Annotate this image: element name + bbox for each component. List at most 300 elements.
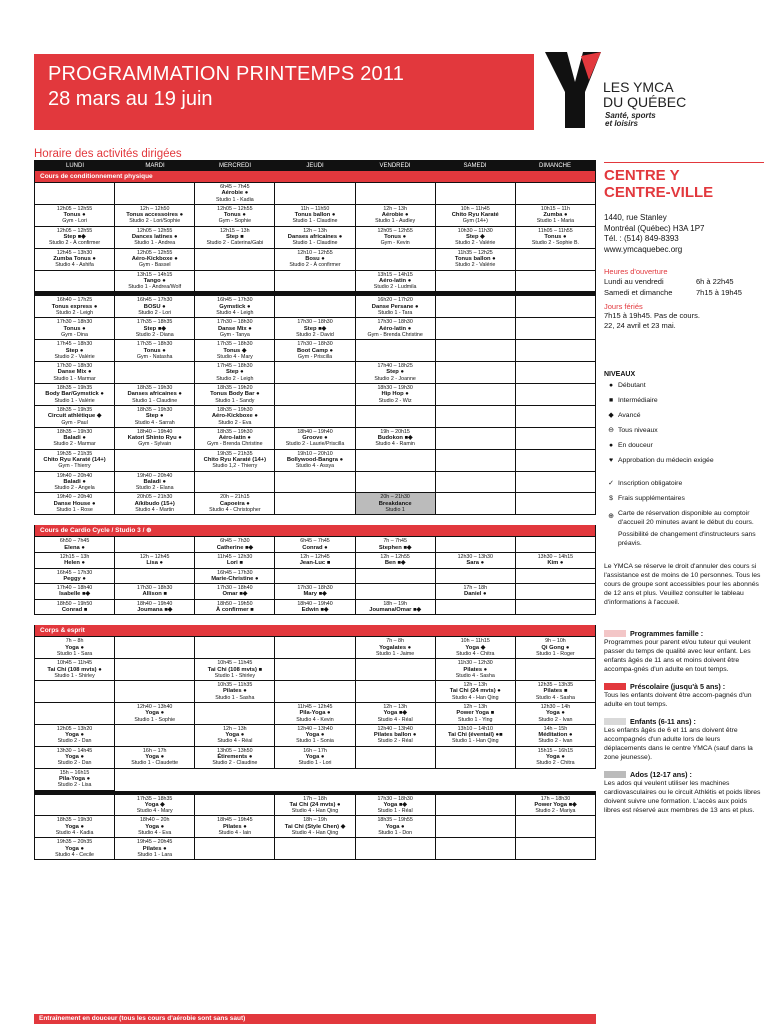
class-location: Studio 1 - Sara (56, 650, 93, 657)
class-cell (115, 318, 195, 340)
class-cell (275, 249, 355, 271)
class-name: Aéro-Kickboxe ● (131, 255, 178, 262)
class-time: 20h05 – 21h30 (137, 494, 173, 501)
class-name: Dances latines ● (131, 234, 178, 241)
class-cell (436, 340, 516, 362)
class-cell (356, 569, 436, 585)
day-label: SAMEDI (463, 163, 487, 169)
class-cell (115, 227, 195, 249)
class-time: 12h – 13h (383, 205, 407, 212)
logo-line-1: LES YMCA (603, 79, 674, 95)
program-title-text: Programmes famille : (630, 629, 704, 638)
section-body-mind: Corps & esprit (34, 625, 596, 636)
class-cell (356, 318, 436, 340)
program-description: Tous les enfants doivent être accom-pagnés d'un adulte en tout temps. (604, 692, 752, 708)
class-time: 10h35 – 11h35 (217, 682, 253, 689)
class-cell (195, 205, 275, 227)
class-cell (195, 838, 275, 860)
class-location: Studio 2 - Chitra (536, 760, 575, 767)
class-name: Tonus Body Bar ● (210, 391, 260, 398)
class-time: 20h – 21h30 (380, 494, 410, 501)
class-name: Jean-Luc ■ (299, 560, 331, 567)
class-cell (356, 493, 436, 515)
class-cell (516, 362, 596, 384)
class-name: Budokon ■◆ (377, 435, 413, 442)
class-location: Gym - Lori (62, 218, 87, 225)
class-name: Tai Chi (24 mvts) ● (289, 801, 341, 808)
class-time: 12h – 12h45 (139, 553, 170, 560)
class-cell (275, 450, 355, 472)
class-name: Lori ■ (226, 560, 243, 567)
class-name: Yoga ● (225, 732, 245, 739)
class-name: Chito Ryu Karaté (451, 212, 499, 219)
program-description: Programmes pour parent et/ou tuteur qui veulent passer du temps de qualité avec leur enfant. Les enfants âgés de 11 ans et moins doivent être accompa-gnés d'un adulte en tout temps. (604, 639, 751, 673)
class-location: Studio 2 - Ivan (538, 738, 573, 745)
class-location: Studio 1 - Don (378, 830, 413, 837)
class-cell (35, 637, 115, 659)
class-name: Yoga ■◆ (383, 710, 407, 717)
day-label: LUNDI (65, 163, 84, 169)
class-cell (516, 795, 596, 817)
class-name: Tonus ● (384, 234, 407, 241)
class-cell (516, 659, 596, 681)
class-location: Gym - Natasha (136, 353, 173, 360)
class-time: 12h35 – 13h35 (537, 682, 574, 689)
class-time: 12h – 13h (223, 725, 247, 732)
class-cell (115, 681, 195, 703)
class-time: 18h35 – 19h30 (56, 817, 93, 824)
class-cell (115, 493, 195, 515)
class-cell (195, 428, 275, 450)
class-name: Elena ● (64, 544, 85, 551)
class-cell (516, 600, 596, 616)
class-cell (356, 340, 436, 362)
class-name: Pilates ● (142, 845, 167, 852)
class-cell (275, 681, 355, 703)
class-time: 16h – 17h (142, 747, 167, 754)
class-cell (436, 493, 516, 515)
class-time: 19h10 – 20h10 (297, 450, 333, 457)
program-title-text: Ados (12-17 ans) : (630, 770, 692, 779)
class-time: 19h35 – 21h35 (56, 450, 93, 457)
class-cell (195, 659, 275, 681)
class-cell (275, 584, 355, 600)
legend-text: Frais supplémentaires (618, 495, 685, 502)
class-location: Gym - Dina (61, 331, 88, 338)
class-name: Mary ■◆ (303, 591, 327, 598)
class-time: 19h40 – 20h40 (137, 472, 173, 479)
class-cell (516, 637, 596, 659)
class-cell (516, 428, 596, 450)
legend-symbol-icon: ♥ (608, 457, 614, 464)
class-cell (436, 747, 516, 769)
class-time: 16h45 – 17h30 (56, 569, 93, 576)
class-cell (356, 362, 436, 384)
class-name: Capoeira ● (219, 500, 250, 507)
class-location: Studio 2 - Lori (138, 310, 172, 317)
class-cell (195, 406, 275, 428)
legend-item (604, 393, 764, 408)
class-cell (115, 553, 195, 569)
class-time: 10h30 – 11h30 (457, 227, 493, 234)
conditioning-table (34, 182, 596, 515)
class-time: 17h35 – 18h35 (137, 319, 173, 326)
class-cell (516, 296, 596, 318)
cardio-table (34, 536, 596, 615)
class-cell (195, 384, 275, 406)
class-time: 18h45 – 19h45 (217, 817, 253, 824)
class-location: Gym - Bassel (138, 262, 171, 269)
class-location: Studio 4 - Leigh (216, 310, 254, 317)
class-cell (275, 816, 355, 838)
class-name: Aéro-latin ● (218, 435, 251, 442)
class-cell (275, 493, 355, 515)
class-location: Studio 1 - Claudine (292, 240, 338, 247)
class-name: Yoga ● (305, 754, 325, 761)
class-time: 11h30 – 12h30 (457, 660, 493, 667)
class-name: Catherine ■◆ (216, 544, 253, 551)
class-time: 17h45 – 18h30 (56, 341, 93, 348)
class-cell (436, 450, 516, 472)
class-location: Studio 2 - Ludmila (373, 284, 417, 291)
class-time: 17h35 – 18h35 (137, 795, 173, 802)
class-time: 18h40 – 19h40 (297, 428, 333, 435)
class-cell (115, 472, 195, 494)
class-name: Pilates ● (463, 666, 488, 673)
class-location: Gym - Sylvain (138, 441, 172, 448)
class-time: 10h45 – 11h45 (57, 660, 93, 667)
class-name: Zumba Tonus ● (53, 255, 96, 262)
class-cell (356, 600, 436, 616)
class-cell (115, 816, 195, 838)
class-time: 11h05 – 11h55 (538, 227, 573, 234)
class-time: 20h – 21h15 (220, 494, 250, 501)
class-cell (275, 205, 355, 227)
class-cell (436, 838, 516, 860)
class-cell (516, 493, 596, 515)
class-location: Studio 4 - Kadia (55, 830, 94, 837)
class-location: Studio 2 - Valérie (54, 353, 95, 360)
class-name: Danse Mix ● (217, 325, 252, 332)
class-location: Gym - Tanya (219, 331, 250, 338)
class-location: Studio 4 - Assya (295, 463, 335, 470)
class-name: Step ● (65, 347, 84, 354)
class-location: Studio 4 - Martin (135, 507, 175, 514)
class-name: Yoga ● (145, 710, 165, 717)
levels-title: NIVEAUX (604, 371, 636, 378)
program-title (604, 770, 764, 779)
class-location: Studio 4 - Han Qing (291, 830, 339, 837)
class-name: Tonus express ● (51, 303, 98, 310)
class-time: 14h – 15h (543, 725, 568, 732)
class-cell (516, 183, 596, 205)
program-title-text: Enfants (6-11 ans) : (630, 717, 696, 726)
legend-text: Inscription obligatoire (618, 480, 683, 487)
class-location: Studio 4 - Kevin (296, 716, 334, 723)
class-name: Step ■◆ (143, 325, 166, 332)
class-time: 17h35 – 18h30 (137, 341, 173, 348)
class-name: Danses africaines ● (287, 234, 343, 241)
class-location: Studio 2 - Eva (218, 419, 252, 426)
class-time: 18h – 19h (383, 600, 407, 607)
class-time: 12h05 – 12h55 (137, 249, 173, 256)
ymca-y-icon (545, 52, 601, 128)
class-cell (275, 318, 355, 340)
class-name: Step ● (386, 369, 404, 376)
class-location: Studio 1 - Kadia (216, 196, 254, 203)
class-time: 18h35 – 19h35 (56, 385, 93, 392)
class-location: Gym - Kevin (380, 240, 410, 247)
logo-tagline-1: Santé, sports (605, 111, 656, 120)
class-cell (356, 428, 436, 450)
class-cell (356, 659, 436, 681)
class-time: 17h30 – 18h40 (217, 585, 253, 592)
class-time: 18h35 – 19h20 (217, 385, 253, 392)
class-cell (35, 600, 115, 616)
class-location: Studio 2 - Caterina/Gabi (206, 240, 264, 247)
class-location: Studio 1,2 - Thierry (212, 463, 258, 470)
class-cell (115, 703, 195, 725)
class-cell (35, 450, 115, 472)
class-cell (275, 838, 355, 860)
class-cell (195, 450, 275, 472)
class-name: Yoga ● (305, 732, 325, 739)
class-time: 12h – 13h (383, 704, 407, 710)
class-cell (436, 205, 516, 227)
class-cell (195, 493, 275, 515)
class-time: 12h – 12h55 (380, 553, 410, 560)
class-location: Gym - Paul (61, 419, 88, 426)
class-time: 19h35 – 21h35 (217, 450, 253, 457)
class-name: Joumana ■◆ (137, 607, 173, 614)
class-cell (275, 659, 355, 681)
class-name: Zumba ● (543, 212, 568, 219)
class-cell (115, 725, 195, 747)
class-time: 7h – 7h45 (383, 538, 407, 545)
class-cell (115, 747, 195, 769)
class-cell (195, 553, 275, 569)
class-name: Breakdance (378, 500, 412, 507)
class-cell (516, 537, 596, 553)
class-location: Studio 1 - Han Qing (452, 738, 499, 745)
class-time: 17h – 18h (463, 585, 488, 592)
class-name: Yoga ● (65, 644, 84, 651)
class-location: Studio 2 - Diana (135, 331, 174, 338)
class-cell (35, 362, 115, 384)
class-cell (356, 537, 436, 553)
class-name: Tonus ● (63, 212, 86, 219)
class-time: 16h20 – 17h20 (377, 297, 413, 304)
class-name: Hip Hop ● (381, 391, 409, 398)
class-time: 16h45 – 17h30 (217, 297, 253, 304)
class-time: 12h30 – 14h (540, 704, 571, 710)
program-title: PROGRAMMATION PRINTEMPS 2011 (48, 63, 405, 85)
class-time: 12h05 – 12h55 (377, 227, 413, 234)
class-cell (195, 318, 275, 340)
class-cell (356, 703, 436, 725)
program-color-swatch (604, 630, 626, 637)
class-cell (35, 795, 115, 817)
class-cell (356, 296, 436, 318)
class-location: Studio 4 - Réal (217, 738, 253, 745)
class-time: 18h30 – 19h30 (377, 385, 413, 392)
class-time: 18h35 – 19h30 (217, 406, 253, 413)
logo-tagline-2: et loisirs (605, 119, 638, 128)
class-time: 17h30 – 18h30 (377, 319, 413, 326)
class-name: Helen ● (64, 560, 86, 567)
class-cell (35, 569, 115, 585)
class-name: Step ● (145, 413, 164, 420)
class-name: Lisa ● (146, 560, 164, 567)
class-cell (356, 584, 436, 600)
class-cell (275, 384, 355, 406)
class-cell (115, 362, 195, 384)
class-cell (436, 584, 516, 600)
levels-legend (604, 378, 764, 468)
class-location: Gym - Thierry (58, 463, 91, 470)
class-cell (436, 553, 516, 569)
notes-legend (604, 476, 764, 548)
class-cell (356, 183, 436, 205)
class-location: Studio 1 - Lara (137, 851, 173, 858)
class-cell (35, 838, 115, 860)
legend-text: Tous niveaux (618, 427, 658, 434)
class-cell (436, 472, 516, 494)
class-cell (275, 747, 355, 769)
class-location: Studio 1 - Claudine (132, 397, 178, 404)
class-time: 17h30 – 18h30 (297, 341, 333, 348)
day-label: DIMANCHE (538, 163, 571, 169)
class-name: BOSU ● (143, 303, 166, 310)
legend-text: Carte de réservation disponible au comptoir d'accueil 20 minutes avant le début du cours. (618, 510, 754, 526)
class-name: Yoga ■◆ (383, 801, 407, 808)
class-cell (275, 340, 355, 362)
class-cell (35, 340, 115, 362)
class-time: 13h15 – 14h15 (137, 271, 173, 278)
class-cell (356, 795, 436, 817)
legend-text: Approbation du médecin exigée (618, 457, 714, 464)
class-time: 17h – 18h (303, 795, 327, 802)
schedule-grid (34, 160, 596, 860)
class-cell (115, 569, 195, 585)
class-cell (35, 428, 115, 450)
class-cell (35, 537, 115, 553)
class-name: Tonus ◆ (223, 347, 247, 354)
class-cell (115, 537, 195, 553)
class-cell (195, 362, 275, 384)
class-cell (356, 816, 436, 838)
class-cell (516, 406, 596, 428)
class-time: 12h40 – 13h40 (377, 725, 413, 732)
class-time: 7h – 8h (386, 638, 404, 645)
class-cell (35, 205, 115, 227)
legend-symbol-icon: $ (609, 495, 613, 502)
class-cell (356, 384, 436, 406)
legend-symbol-icon: ■ (608, 397, 614, 404)
class-location: Studio 4 - Eva (138, 830, 172, 837)
class-location: Studio 4 - Sasha (535, 694, 575, 701)
centre-name-1: CENTRE Y (604, 167, 680, 184)
class-location: Studio 2 - Ivan (538, 716, 573, 723)
hours-days: Samedi et dimanche (604, 288, 673, 297)
class-time: 12h05 – 13h20 (56, 725, 93, 732)
class-cell (356, 637, 436, 659)
class-cell (35, 249, 115, 271)
class-cell (195, 227, 275, 249)
class-time: 18h35 – 19h30 (137, 406, 173, 413)
class-name: Peggy ● (63, 575, 86, 582)
class-name: Marie-Christine ● (211, 575, 259, 582)
class-cell (195, 795, 275, 817)
class-cell (275, 296, 355, 318)
class-time: 19h35 – 20h35 (56, 839, 93, 846)
class-location: Studio 2 - Lisa (57, 782, 92, 789)
class-name: Aïkibudo (15+) (134, 500, 175, 507)
class-cell (275, 227, 355, 249)
class-name: Bollywood-Bangra ● (286, 456, 344, 463)
class-time: 15h15 – 16h15 (537, 747, 574, 754)
class-cell (195, 725, 275, 747)
class-cell (115, 406, 195, 428)
address-line: Montréal (Québec) H3A 1P7 (604, 223, 705, 233)
class-cell (115, 384, 195, 406)
legend-item (604, 438, 764, 453)
class-cell (275, 271, 355, 293)
class-cell (35, 659, 115, 681)
class-cell (35, 183, 115, 205)
legend-item (604, 408, 764, 423)
class-name: Aéro-Kickboxe ● (211, 413, 258, 420)
class-time: 17h40 – 18h25 (377, 363, 413, 370)
program-color-swatch (604, 771, 626, 778)
class-time: 16h40 – 17h25 (56, 297, 93, 304)
class-name: Tai Chi (éventail) ●■ (447, 732, 503, 739)
class-cell (436, 384, 516, 406)
holidays-text (604, 311, 764, 331)
class-name: Aéro-latin ● (379, 277, 412, 284)
class-location: Studio 2 - Angela (54, 485, 95, 492)
class-cell (115, 659, 195, 681)
class-location: Studio 2 - Valérie (455, 262, 496, 269)
class-time: 19h45 – 20h45 (137, 839, 173, 846)
class-location: Studio 1 (385, 507, 405, 514)
class-cell (275, 553, 355, 569)
class-cell (516, 747, 596, 769)
class-name: Joumana/Omar ■◆ (369, 607, 422, 614)
class-time: 12h05 – 12h55 (217, 205, 253, 212)
class-cell (195, 472, 275, 494)
class-name: Chito Ryu Karaté (14+) (43, 456, 106, 463)
class-time: 16h – 17h (303, 747, 327, 754)
schedule-title: Horaire des activités dirigées (34, 148, 182, 160)
class-cell (436, 406, 516, 428)
class-cell (275, 183, 355, 205)
class-name: Step ◆ (465, 234, 485, 241)
hours-times: 7h15 à 19h45 (696, 288, 742, 297)
class-location: Studio 2 - À confirmer (289, 262, 341, 269)
class-time: 10h – 11h15 (460, 638, 490, 645)
class-cell (356, 681, 436, 703)
class-name: Yoga ● (545, 710, 565, 717)
class-location: Studio 2 - Lori/Sophie (129, 218, 181, 225)
day-label: VENDREDI (379, 163, 411, 169)
class-name: Baladi ● (63, 478, 86, 485)
class-name: Conrad ● (302, 544, 328, 551)
class-time: 12h30 – 13h30 (457, 553, 493, 560)
class-location: Studio 1 - Sasha (215, 694, 255, 701)
section-gentle: Entraînement en douceur (tous les cours d'aérobie sont sans saut) (34, 1014, 596, 1024)
class-time: 18h35 – 19h30 (137, 385, 173, 392)
